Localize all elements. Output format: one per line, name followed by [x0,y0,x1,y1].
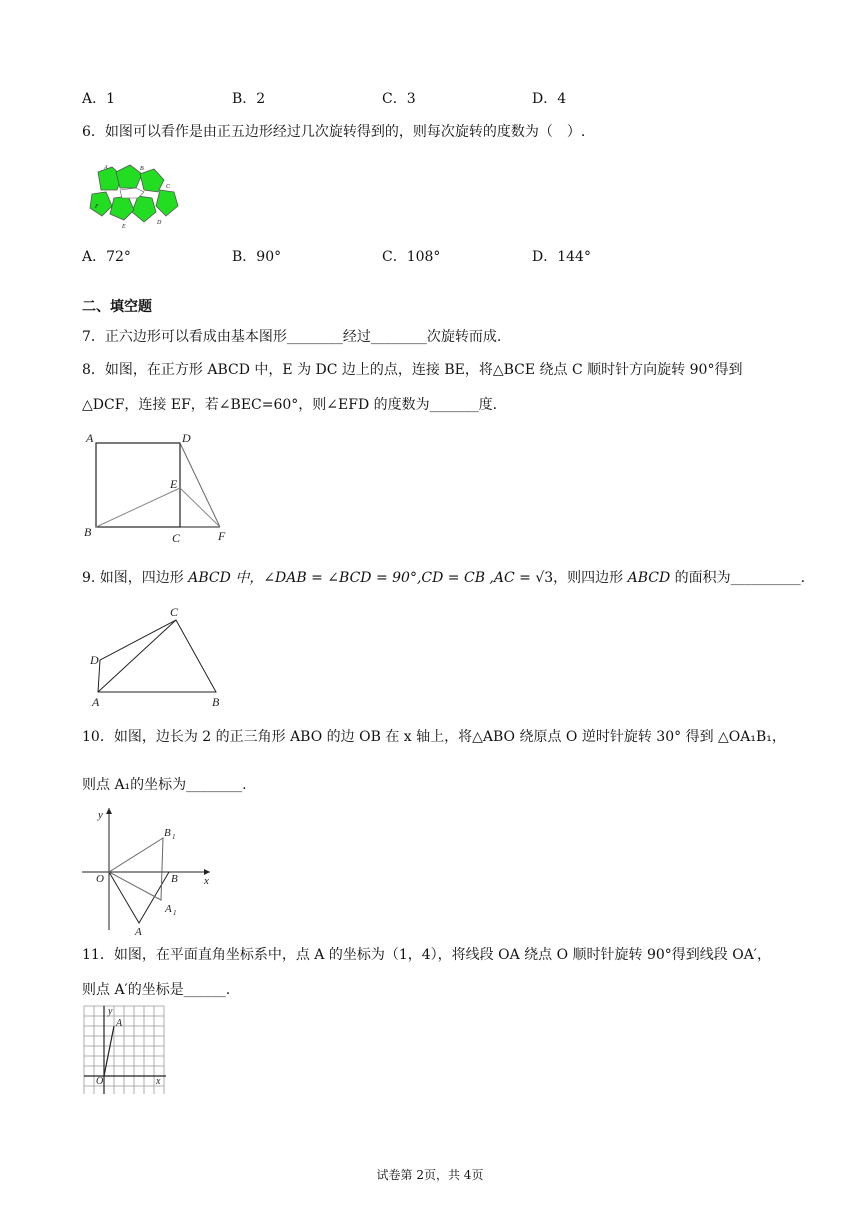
q5-option-c: C．3 [382,91,416,107]
q6-option-b: B．90° [232,249,282,265]
q6-question: 6．如图可以看作是由正五边形经过几次旋转得到的，则每次旋转的度数为（ ）. [82,124,586,140]
svg-text:B: B [140,166,144,172]
svg-text:O: O [96,873,104,885]
svg-text:C: C [172,531,181,545]
q5-option-b: B．2 [232,91,266,107]
svg-text:A: A [92,695,100,708]
svg-text:y: y [108,1006,113,1017]
q9-quadrilateral-figure [84,604,234,708]
q9-text-e: ，则四边形 [553,570,628,586]
q9-question [82,568,805,588]
q9-sqrt3: √3 [535,570,554,586]
svg-text:x: x [156,1076,161,1087]
q5-option-a: A．1 [82,91,116,107]
q6-option-a: A．72° [82,249,131,265]
svg-text:A: A [116,1018,123,1029]
svg-text:D: D [157,220,162,226]
q5-option-d: D．4 [532,91,567,107]
svg-text:1: 1 [173,909,177,917]
q8-question-line1: 8．如图，在正方形 ABCD 中，E 为 DC 边上的点，连接 BE，将△BCE 绕点 C 顺时针方向旋转 90°得到 [82,362,743,378]
q9-text-c: 中，∠DAB = ∠BCD = 90°,CD = CB ,AC = [230,570,536,586]
section-title: 二、填空题 [82,299,152,315]
svg-text:A: A [135,926,142,938]
svg-text:B: B [212,695,220,708]
q8-square-figure [80,428,240,548]
svg-text:D: D [182,431,191,445]
svg-text:C: C [166,184,171,190]
q6-option-c: C．108° [382,249,441,265]
q11-grid-figure [82,1004,168,1096]
q11-question-line2: 则点 A′的坐标是______. [82,982,231,998]
svg-text:E: E [170,477,178,491]
q10-coordinate-figure [80,800,220,938]
svg-text:A: A [104,165,108,171]
q8-question-line2: △DCF，连接 EF，若∠BEC=60°，则∠EFD 的度数为_______度. [82,397,498,413]
q6-option-d: D．144° [532,249,591,265]
q9-text-b: ABCD [188,570,231,586]
q6-pentagon-figure [86,158,186,230]
q10-question-line2: 则点 A₁的坐标为________. [82,777,247,793]
svg-text:O: O [96,1076,104,1087]
svg-text:E: E [122,224,126,230]
svg-text:F: F [95,204,99,210]
q9-text-g: 的面积为__________. [670,570,806,586]
q7-question: 7．正六边形可以看成由基本图形________经过________次旋转而成. [82,329,502,345]
svg-text:C: C [170,605,179,619]
svg-text:B: B [171,873,178,885]
svg-text:B: B [84,525,92,539]
svg-text:F: F [218,529,226,543]
svg-text:A: A [86,431,94,445]
svg-text:B: B [164,827,171,839]
q10-question-line1: 10．如图，边长为 2 的正三角形 ABO 的边 OB 在 x 轴上，将△ABO 绕原点 O 逆时针旋转 30° 得到 △OA₁B₁， [82,729,786,745]
svg-text:D: D [90,653,99,667]
q9-text-a: 9. 如图，四边形 [82,570,189,586]
q11-question-line1: 11．如图，在平面直角坐标系中，点 A 的坐标为（1，4），将线段 OA 绕点 O 顺时针旋转 90°得到线段 OA′， [82,947,771,963]
page-footer: 试卷第 2页，共 4页 [376,1168,484,1182]
svg-text:1: 1 [172,833,176,841]
svg-text:A: A [165,903,172,915]
svg-text:x: x [204,875,209,887]
svg-text:y: y [98,809,103,821]
q9-text-f: ABCD [627,570,671,586]
